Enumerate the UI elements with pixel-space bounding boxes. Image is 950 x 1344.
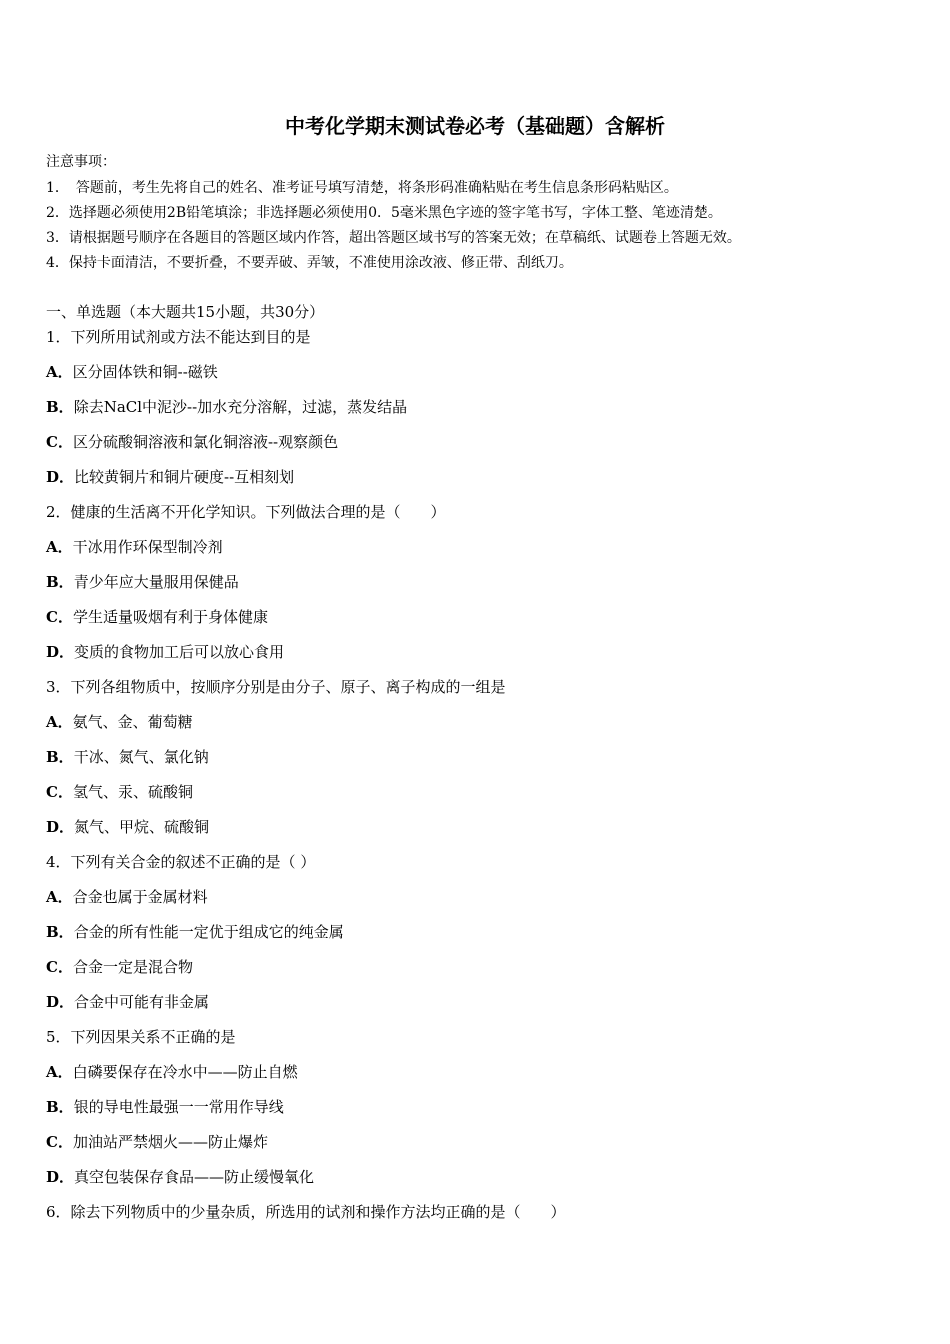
option-d: D．变质的食物加工后可以放心食用 bbox=[46, 643, 285, 661]
option-d: D．合金中可能有非金属 bbox=[46, 993, 210, 1011]
question-stem: 1．下列所用试剂或方法不能达到目的是 bbox=[46, 328, 311, 346]
question-stem: 3．下列各组物质中，按顺序分别是由分子、原子、离子构成的一组是 bbox=[46, 678, 506, 696]
option-c: C．加油站严禁烟火——防止爆炸 bbox=[46, 1133, 268, 1151]
notice-item: 1． 答题前，考生先将自己的姓名、准考证号填写清楚，将条形码准确粘贴在考生信息条形码粘贴区。 bbox=[46, 180, 678, 196]
option-d: D．比较黄铜片和铜片硬度--互相刻划 bbox=[46, 468, 295, 486]
notice-item: 2．选择题必须使用2B铅笔填涂；非选择题必须使用0．5毫米黑色字迹的签字笔书写，字体工整、笔迹清楚。 bbox=[46, 205, 722, 221]
option-b: B．银的导电性最强一一常用作导线 bbox=[46, 1098, 284, 1116]
notice-item: 4．保持卡面清洁，不要折叠，不要弄破、弄皱，不准使用涂改液、修正带、刮纸刀。 bbox=[46, 255, 573, 271]
option-b: B．除去NaCl中泥沙--加水充分溶解，过滤，蒸发结晶 bbox=[46, 398, 408, 416]
option-b: B．干冰、氮气、氯化钠 bbox=[46, 748, 209, 766]
notice-heading: 注意事项： bbox=[46, 154, 116, 170]
option-a: A．合金也属于金属材料 bbox=[46, 888, 208, 906]
question-stem: 5．下列因果关系不正确的是 bbox=[46, 1028, 236, 1046]
option-a: A．白磷要保存在冷水中——防止自燃 bbox=[46, 1063, 298, 1081]
page-title: 中考化学期末测试卷必考（基础题）含解析 bbox=[285, 114, 665, 138]
question-stem: 2．健康的生活离不开化学知识。下列做法合理的是（ ） bbox=[46, 503, 446, 521]
question-stem: 6．除去下列物质中的少量杂质，所选用的试剂和操作方法均正确的是（ ） bbox=[46, 1203, 566, 1221]
option-d: D．氮气、甲烷、硫酸铜 bbox=[46, 818, 210, 836]
option-c: C．氢气、汞、硫酸铜 bbox=[46, 783, 193, 801]
notice-item: 3．请根据题号顺序在各题目的答题区域内作答，超出答题区域书写的答案无效；在草稿纸、试题卷上答题无效。 bbox=[46, 230, 741, 246]
option-b: B．合金的所有性能一定优于组成它的纯金属 bbox=[46, 923, 344, 941]
option-c: C．学生适量吸烟有利于身体健康 bbox=[46, 608, 268, 626]
option-a: A．氨气、金、葡萄糖 bbox=[46, 713, 193, 731]
question-stem: 4．下列有关合金的叙述不正确的是（ ） bbox=[46, 853, 316, 871]
option-c: C．区分硫酸铜溶液和氯化铜溶液--观察颜色 bbox=[46, 433, 339, 451]
option-c: C．合金一定是混合物 bbox=[46, 958, 193, 976]
section-heading: 一、单选题（本大题共15小题，共30分） bbox=[46, 303, 325, 321]
option-b: B．青少年应大量服用保健品 bbox=[46, 573, 239, 591]
option-a: A．干冰用作环保型制冷剂 bbox=[46, 538, 223, 556]
option-d: D．真空包装保存食品——防止缓慢氧化 bbox=[46, 1168, 315, 1186]
option-a: A．区分固体铁和铜--磁铁 bbox=[46, 363, 218, 381]
